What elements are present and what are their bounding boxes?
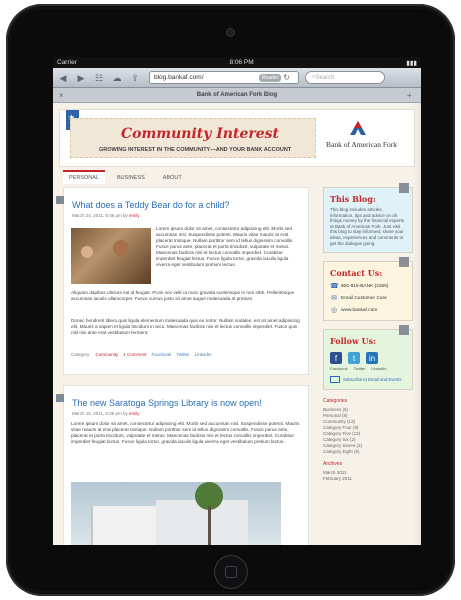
site-subtitle: GROWING INTEREST IN THE COMMUNITY—AND YOUR BANK ACCOUNT <box>99 147 292 153</box>
facebook-icon[interactable]: f <box>330 352 342 364</box>
blog-page <box>53 103 421 545</box>
nav-personal[interactable]: PERSONAL <box>63 170 105 184</box>
about-blog-card <box>323 187 413 253</box>
pin-icon <box>399 183 409 193</box>
site-title: Community Interest <box>121 126 279 142</box>
post-title-link[interactable]: What does a Teddy Bear do for a child? <box>72 200 230 210</box>
twitter-label: Twitter <box>353 366 366 372</box>
post-footer <box>71 352 212 357</box>
browser-screen <box>53 57 421 545</box>
main-nav <box>63 170 188 184</box>
website-link: www.bankaf.com <box>341 307 378 313</box>
reload-icon[interactable]: ↻ <box>283 73 290 82</box>
category-item[interactable]: Community (13) <box>323 419 356 425</box>
follow-card <box>323 329 413 390</box>
post-excerpt-3: Donec hendrerit libero quis ligula elementum malesuada quis eu tortor. Nullam sodales, est sit amet adipiscing elit, Mauris a sapien et ligula tincidunt in arcu. Maecenas facilisis nisi et lectus convallis imperdiet. Fusce quis nisl nisi ante erat vestibulum ferment. <box>71 318 300 335</box>
linkedin-label: LinkedIn <box>371 366 387 372</box>
bank-logo-icon <box>349 120 367 136</box>
carrier-label: Carrier <box>57 59 77 66</box>
nav-about[interactable]: ABOUT <box>162 175 182 181</box>
home-square-icon <box>225 566 237 578</box>
pin-icon <box>399 325 409 335</box>
close-tab-icon[interactable]: × <box>59 90 64 100</box>
search-icon: ⌕ <box>312 74 316 80</box>
post-meta-prefix: March 15, 2011, 5:06 pm by <box>72 411 128 416</box>
status-bar <box>53 57 421 68</box>
bank-name: Bank of American Fork <box>326 140 398 149</box>
category-item[interactable]: Category Five (12) <box>323 431 361 437</box>
post-title-link[interactable]: The new Saratoga Springs Library is now open! <box>72 398 262 408</box>
sidebar <box>323 187 413 482</box>
contact-title: Contact Us: <box>330 268 383 279</box>
header-banner <box>70 118 316 158</box>
home-button[interactable] <box>215 556 247 588</box>
post-meta-prefix: March 24, 2011, 5:06 pm by <box>72 213 128 218</box>
tab-bar <box>53 88 421 103</box>
follow-title: Follow Us: <box>330 336 377 347</box>
archives-heading: Archives <box>323 461 343 468</box>
back-icon[interactable]: ◀ <box>59 72 67 83</box>
about-title: This Blog: <box>330 194 376 204</box>
new-tab-icon[interactable]: + <box>407 90 412 100</box>
twitter-share-link[interactable]: Twitter <box>176 352 190 357</box>
phone-icon: ☎ <box>330 283 339 291</box>
post-excerpt: Lorem ipsum dolor sit amet, consectetur adipiscing elit. Morbi sed accumsan nisl. Suspendisse potenti. Mauris vitae mauris at erat placerat tristique. Nullam porttitor sem id tellus dignissim convallis. Fusce purus ante, placerat et porta tincidunt, vulputate et metus. Maecenas facilisis nisi et lectus convallis imperdiet. Curabitur imperdiet feugiat lectus. Fusce ligula tortor, gravida iaculis ligula viverra eget vestibulum pretium lectus. <box>71 421 300 444</box>
comments-link[interactable]: 1 Comment <box>123 352 147 357</box>
bookmark-icon <box>56 196 64 204</box>
forward-icon[interactable]: ▶ <box>77 72 85 83</box>
post-author-link[interactable]: emily <box>128 213 140 218</box>
archive-list <box>323 470 413 482</box>
linkedin-icon[interactable]: in <box>366 352 378 364</box>
linkedin-share-link[interactable]: LinkedIn <box>194 352 212 357</box>
social-labels <box>330 366 406 371</box>
search-field[interactable] <box>305 71 385 84</box>
phone-number: 800-815-BANK (2265) <box>341 283 389 289</box>
category-label: Category: <box>71 352 91 357</box>
archive-item[interactable]: March 2011 <box>323 470 347 476</box>
site-header <box>59 109 415 167</box>
pin-icon <box>399 257 409 267</box>
category-item[interactable]: Category Eight (5) <box>323 449 360 455</box>
category-link[interactable]: Community <box>95 352 119 357</box>
ipad-device <box>6 4 455 596</box>
teddy-bear-photo <box>71 228 151 284</box>
contact-card <box>323 261 413 321</box>
social-icons <box>330 352 406 364</box>
cloud-icon[interactable]: ☁ <box>112 72 122 83</box>
twitter-icon[interactable]: t <box>348 352 360 364</box>
website-row[interactable] <box>330 306 406 314</box>
subscribe-text: Subscribe to Email and Events <box>343 377 402 383</box>
blog-post-teddy-bear <box>63 187 309 375</box>
facebook-label: Facebook <box>330 366 348 372</box>
category-item[interactable]: Business (5) <box>323 407 349 413</box>
browser-toolbar <box>53 68 421 88</box>
phone-row[interactable] <box>330 282 406 290</box>
categories-heading: Categories <box>323 398 348 405</box>
search-placeholder: Search <box>315 74 335 81</box>
category-item[interactable]: Category Four (8) <box>323 425 359 431</box>
bookmark-icon <box>56 394 64 402</box>
page-shadow <box>413 103 421 545</box>
globe-icon: ◎ <box>330 307 338 315</box>
post-excerpt: Lorem ipsum dolor sit amet, consectetur adipiscing elit. Morbi sed accumsan nisl. Suspendisse potenti. Mauris vitae mauris at erat placerat tristique. Nullam porttitor sem id tellus dignissim convallis. Fusce purus ante, placerat et porta tincidunt, vulputate et metus. Maecenas facilisis nisi et lectus convallis imperdiet. Curabitur imperdiet feugiat lectus. Fusce ligula tortor, gravida iaculis ligula viverra eget vestibulum pretium lectus. <box>156 226 294 267</box>
category-item[interactable]: Personal (8) <box>323 413 348 419</box>
email-row[interactable] <box>330 294 406 302</box>
time-label: 8:06 PM <box>229 59 254 66</box>
category-item[interactable]: Category Six (2) <box>323 437 356 443</box>
library-photo <box>71 482 281 545</box>
post-meta <box>72 213 139 218</box>
battery-icon: ▮▮▮ <box>406 59 417 67</box>
tab-title: Bank of American Fork Blog <box>196 92 278 98</box>
reader-button[interactable]: Reader <box>259 74 281 82</box>
url-field[interactable] <box>149 71 299 84</box>
post-excerpt-2: Aliquam dapibus ultrices est id feugiat. Proin nec velit ut nunc gravida scelerisque in non nibh. Pellentesque accumsan iaculis ullamcorper. Fusce cursus justo sit amet augue malesuada at pretium. <box>71 290 295 301</box>
subscribe-link[interactable] <box>330 376 406 383</box>
email-icon: ✉ <box>331 295 337 303</box>
archive-item[interactable]: February 2011 <box>323 476 352 482</box>
blog-post-library <box>63 385 309 545</box>
category-item[interactable]: Category Seven (2) <box>323 443 363 449</box>
share-icon[interactable]: ⇪ <box>131 72 139 83</box>
nav-business[interactable]: BUSINESS <box>116 175 145 181</box>
about-text: This blog includes articles, information, tips and advice on all things money by the financial experts at Bank of American Fork. Just visit this blog to stay informed, share your ideas, experiences and comments to get the dialogue going. <box>330 207 405 246</box>
url-text: blog.bankaf.com/ <box>154 74 204 81</box>
facebook-share-link[interactable]: Facebook <box>151 352 172 357</box>
front-camera <box>227 29 234 36</box>
post-meta <box>72 411 139 416</box>
email-link: Email Customer Care <box>341 295 387 301</box>
bookmarks-icon[interactable]: ☷ <box>94 72 104 83</box>
category-list <box>323 407 413 455</box>
mail-icon <box>330 376 340 383</box>
post-author-link[interactable]: emily <box>128 411 140 416</box>
